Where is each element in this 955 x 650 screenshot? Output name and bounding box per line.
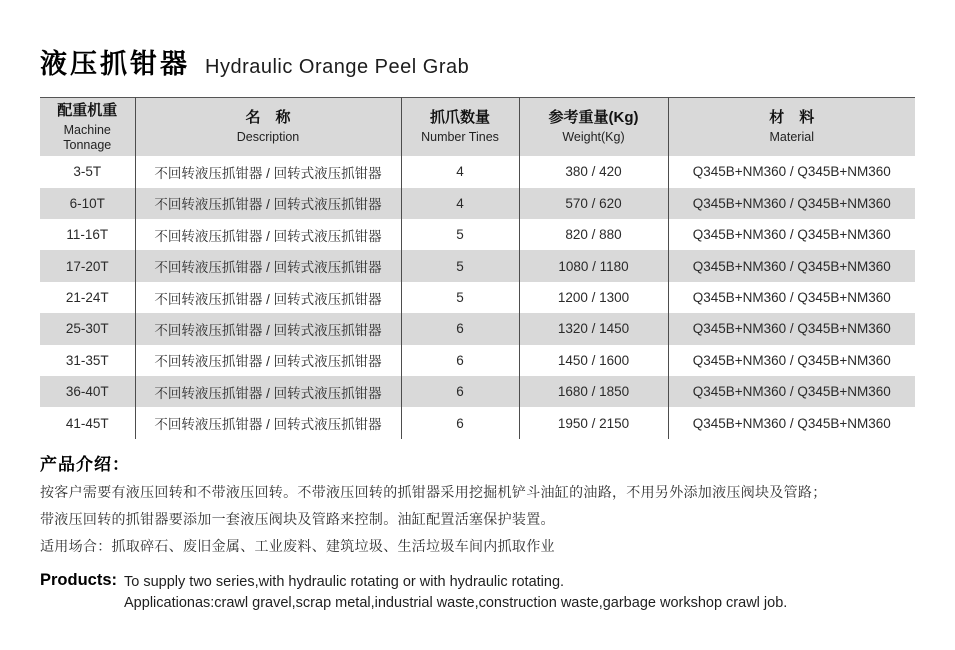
- cell-tonnage: 21-24T: [65, 290, 109, 305]
- col-header-material: [668, 98, 915, 157]
- col-header-tonnage-zh: 配重机重: [57, 102, 118, 119]
- cell-tines: 4: [401, 156, 519, 187]
- products-label: Products:: [40, 570, 118, 589]
- cell-material: Q345B+NM360 / Q345B+NM360: [668, 407, 915, 438]
- col-header-tines-zh: 抓爪数量: [429, 109, 490, 127]
- col-header-tines: [401, 98, 519, 157]
- page-title-en: Hydraulic Orange Peel Grab: [205, 56, 470, 78]
- intro-line-2: 带液压回转的抓钳器要添加一套液压阀块及管路来控制。油缸配置活塞保护装置。: [40, 510, 555, 527]
- cell-description: 不回转液压抓钳器 / 回转式液压抓钳器: [135, 345, 401, 376]
- cell-tonnage: 36-40T: [65, 384, 109, 400]
- table-row: [40, 345, 915, 376]
- table-row: [40, 250, 915, 281]
- cell-tonnage: 3-5T: [73, 164, 102, 180]
- cell-tines: 5: [401, 219, 519, 250]
- table-row: [40, 156, 915, 187]
- table-row: [40, 282, 915, 313]
- cell-description: 不回转液压抓钳器 / 回转式液压抓钳器: [135, 282, 401, 313]
- intro-line-3: 适用场合：抓取碎石、废旧金属、工业废料、建筑垃圾、生活垃圾车间内抓取作业: [40, 537, 555, 554]
- products-line-1: To supply two series,with hydraulic rotating or with hydraulic rotating.: [124, 573, 565, 590]
- col-header-tonnage: [40, 98, 135, 157]
- cell-tonnage: 31-35T: [65, 352, 109, 368]
- products-section: [40, 570, 915, 614]
- cell-tines: 6: [401, 407, 519, 438]
- cell-description: 不回转液压抓钳器 / 回转式液压抓钳器: [135, 407, 401, 438]
- table-row: [40, 376, 915, 407]
- intro-line-1: 按客户需要有液压回转和不带液压回转。不带液压回转的抓钳器采用挖掘机铲斗油缸的油路，不用另外添加液压阀块及管路；: [40, 483, 827, 500]
- col-header-material-en: Material: [769, 130, 814, 145]
- cell-tonnage: 6-10T: [69, 195, 105, 211]
- page-title-zh: 液压抓钳器: [40, 49, 190, 79]
- table-row: [40, 219, 915, 250]
- cell-weight: 1200 / 1300: [519, 282, 668, 313]
- intro-paragraph: [40, 479, 915, 560]
- cell-description: 不回转液压抓钳器 / 回转式液压抓钳器: [135, 219, 401, 250]
- table-row: [40, 407, 915, 438]
- cell-tines: 6: [401, 313, 519, 344]
- cell-weight: 820 / 880: [519, 219, 668, 250]
- cell-material: Q345B+NM360 / Q345B+NM360: [668, 282, 915, 313]
- cell-tines: 4: [401, 188, 519, 219]
- cell-tonnage: 25-30T: [65, 321, 109, 337]
- col-header-description-zh: 名 称: [245, 109, 291, 127]
- table-header-row: [40, 98, 915, 157]
- cell-material: Q345B+NM360 / Q345B+NM360: [668, 313, 915, 344]
- cell-material: Q345B+NM360 / Q345B+NM360: [668, 345, 915, 376]
- cell-material: Q345B+NM360 / Q345B+NM360: [668, 188, 915, 219]
- col-header-weight-zh: 参考重量(Kg): [548, 109, 639, 127]
- cell-material: Q345B+NM360 / Q345B+NM360: [668, 376, 915, 407]
- cell-description: 不回转液压抓钳器 / 回转式液压抓钳器: [135, 250, 401, 281]
- cell-description: 不回转液压抓钳器 / 回转式液压抓钳器: [135, 313, 401, 344]
- page-title: [40, 0, 915, 81]
- cell-description: 不回转液压抓钳器 / 回转式液压抓钳器: [135, 188, 401, 219]
- cell-tines: 5: [401, 282, 519, 313]
- spec-table: [40, 97, 915, 439]
- col-header-description: [135, 98, 401, 157]
- intro-heading: 产品介绍：: [40, 454, 130, 474]
- table-row: [40, 313, 915, 344]
- col-header-weight: [519, 98, 668, 157]
- products-line-2: Applicationas:crawl gravel,scrap metal,industrial waste,construction waste,garbage workshop crawl job.: [124, 594, 788, 611]
- cell-description: 不回转液压抓钳器 / 回转式液压抓钳器: [135, 156, 401, 187]
- cell-material: Q345B+NM360 / Q345B+NM360: [668, 219, 915, 250]
- table-row: [40, 188, 915, 219]
- cell-tines: 6: [401, 345, 519, 376]
- col-header-description-en: Description: [236, 130, 300, 145]
- cell-weight: 570 / 620: [519, 188, 668, 219]
- cell-tonnage: 11-16T: [66, 227, 109, 243]
- col-header-material-zh: 材 料: [769, 109, 815, 127]
- cell-description: 不回转液压抓钳器 / 回转式液压抓钳器: [135, 376, 401, 407]
- cell-weight: 380 / 420: [519, 156, 668, 187]
- cell-material: Q345B+NM360 / Q345B+NM360: [668, 250, 915, 281]
- cell-weight: 1680 / 1850: [519, 376, 668, 407]
- products-lines: [124, 570, 787, 614]
- cell-tonnage: 17-20T: [65, 258, 109, 274]
- cell-material: Q345B+NM360 / Q345B+NM360: [668, 156, 915, 187]
- col-header-weight-en: Weight(Kg): [562, 130, 625, 145]
- cell-weight: 1450 / 1600: [519, 345, 668, 376]
- cell-weight: 1080 / 1180: [519, 250, 668, 281]
- cell-weight: 1950 / 2150: [519, 407, 668, 438]
- cell-tines: 5: [401, 250, 519, 281]
- cell-tonnage: 41-45T: [65, 415, 109, 431]
- cell-tines: 6: [401, 376, 519, 407]
- col-header-tines-en: Number Tines: [421, 130, 499, 145]
- cell-weight: 1320 / 1450: [519, 313, 668, 344]
- col-header-tonnage-en: Machine Tonnage: [63, 122, 112, 152]
